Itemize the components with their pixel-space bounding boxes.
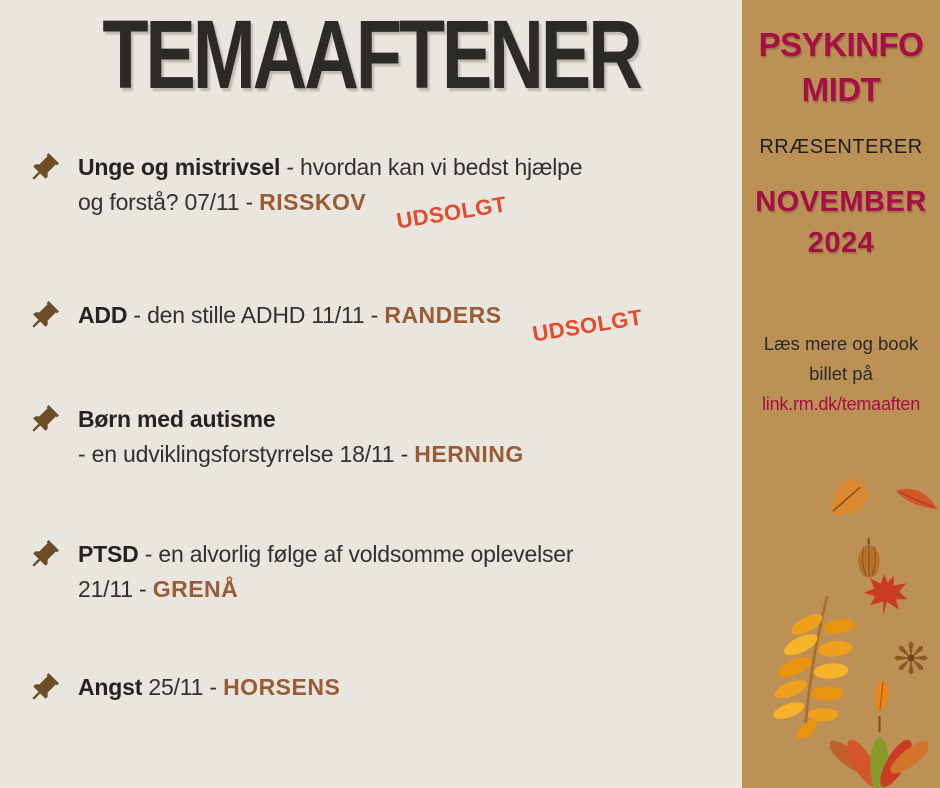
event-description: 21/11 - [78,576,153,602]
soldout-badge: UDSOLGT [530,304,644,347]
event-description: - hvordan kan vi bedst hjælpe [280,154,583,180]
event-item-boern-med-autisme [26,402,726,472]
event-line [78,402,524,437]
event-line [78,572,573,607]
month-line-2: 2024 [807,227,875,259]
event-topic: Børn med autisme [78,406,276,432]
event-location: HERNING [414,441,524,467]
event-text [78,150,583,234]
event-topic: PTSD [78,541,139,567]
star-anise-icon [894,641,928,675]
event-text [78,402,524,472]
event-line [78,150,582,185]
event-location: GRENÅ [152,576,239,602]
red-leaf-icon [894,486,940,514]
soldout-badge: UDSOLGT [394,191,509,234]
brand-line-1: PSYKINFO [758,26,924,63]
event-description: 25/11 - [142,674,224,700]
pushpin-icon [26,403,62,443]
small-orange-leaf-icon [868,675,895,717]
event-line [78,537,573,572]
event-topic: ADD [78,302,128,328]
event-line [78,670,340,705]
maple-leaf-icon [859,568,913,622]
pushpin-icon [26,299,62,339]
pushpin-icon [26,538,62,578]
booking-link: link.rm.dk/temaaften [761,394,921,414]
presents-label: RRÆSENTERER [759,136,923,158]
event-text [78,298,644,347]
event-line [78,437,524,472]
event-item-ptsd [26,537,726,607]
oak-leaf-icon [819,468,880,528]
event-line [78,185,582,234]
event-text [78,537,573,607]
event-text [78,670,340,705]
month-line-1: NOVEMBER [755,186,927,218]
event-item-unge-og-mistrivsel [26,150,726,234]
event-location: HORSENS [223,674,341,700]
cta-text [742,329,940,419]
sidebar-panel [742,0,940,788]
event-topic: Unge og mistrivsel [78,154,281,180]
event-location: RISSKOV [259,189,367,215]
cta-line-2: billet på [809,363,873,384]
event-description: - den stille ADHD 11/11 - [127,302,385,328]
event-location: RANDERS [384,302,502,328]
pushpin-icon [26,151,62,191]
event-line [78,298,644,347]
cta-line-1: Læs mere og book [763,333,919,354]
month-title [742,182,940,264]
event-description: - en alvorlig følge af voldsomme oplevelser [138,541,574,567]
event-item-angst [26,670,726,711]
creeper-leaf-icon [830,714,928,788]
event-topic: Angst [78,674,143,700]
event-description: og forstå? 07/11 - [78,189,260,215]
page-title: TEMAAFTENER [102,0,640,109]
brand-line-2: MIDT [801,71,881,108]
brand-title [742,22,940,112]
pushpin-icon [26,671,62,711]
event-description: - en udviklingsforstyrrelse 18/11 - [78,441,415,467]
event-item-add [26,298,726,347]
